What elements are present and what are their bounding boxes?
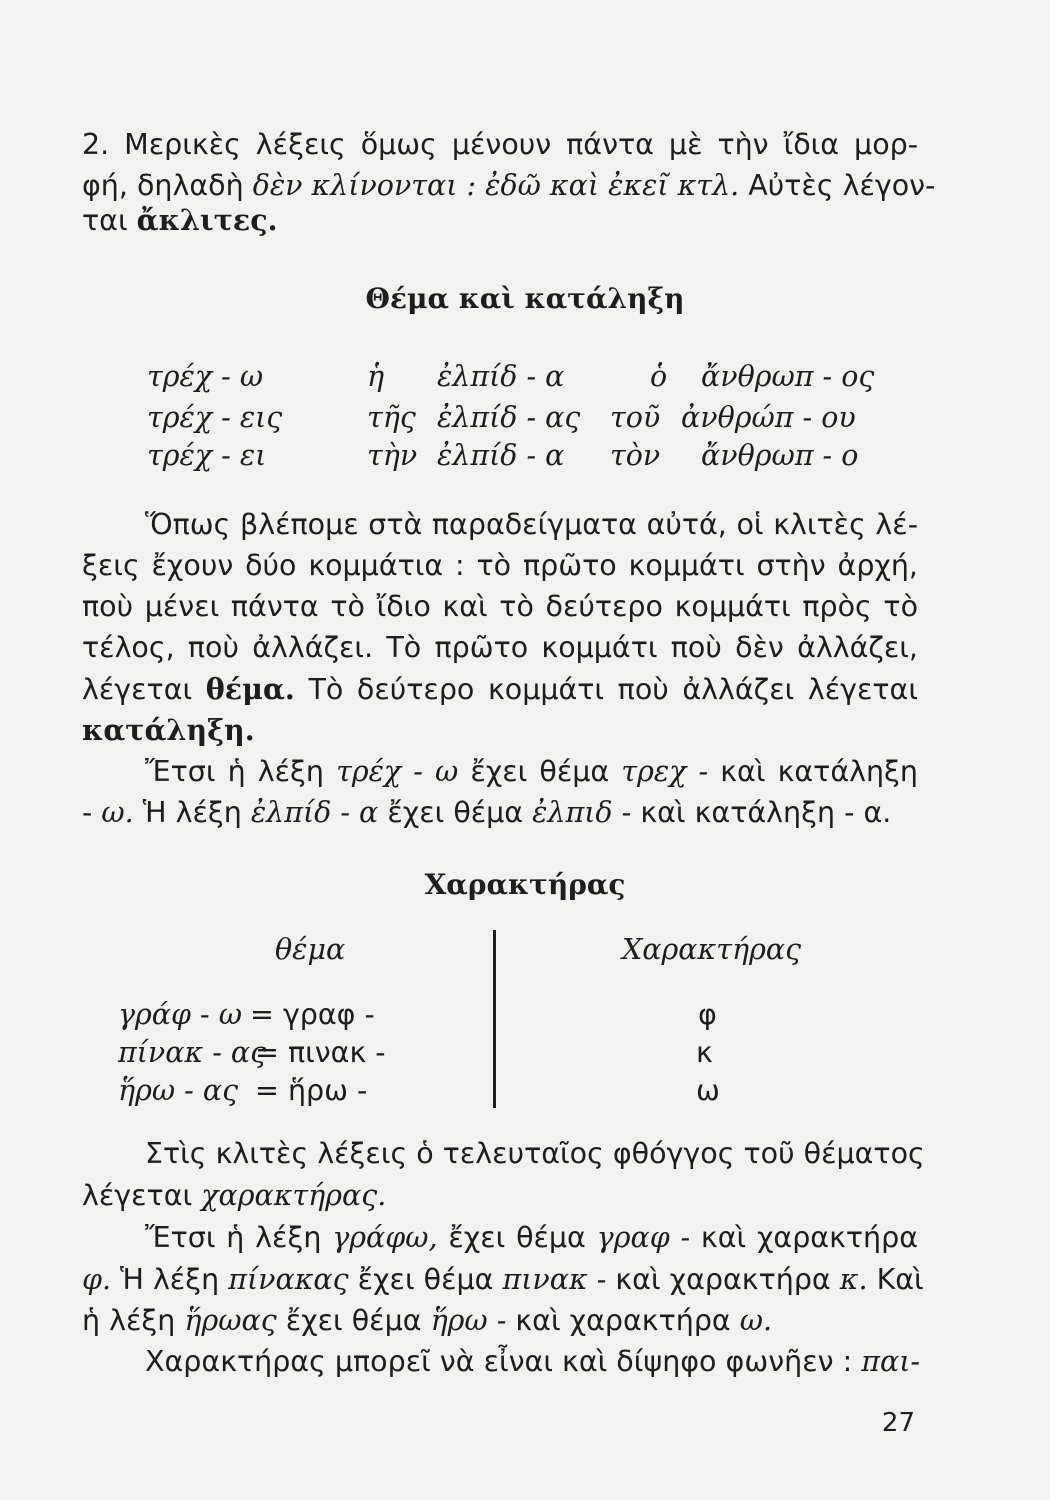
table-cell: ἐλπίδ - α — [437, 439, 565, 472]
paragraph-line: 2. Μερικὲς λέξεις ὅμως μένουν πάντα μὲ τὴν ἴδια μορ- — [82, 128, 918, 161]
paragraph-line: φ. Ἡ λέξη πίνακας ἔχει θέμα πινακ - καὶ χαρακτήρα κ. Καὶ — [82, 1263, 924, 1296]
table-cell: = ἥρω - — [255, 1074, 368, 1107]
table-cell: ἄνθρωπ - ος — [701, 360, 875, 393]
paragraph-line: ποὺ μένει πάντα τὸ ἴδιο καὶ τὸ δεύτερο κομμάτι πρὸς τὸ — [82, 590, 918, 623]
column-header: Χαρακτήρας — [622, 933, 802, 966]
column-header: θέμα — [275, 933, 346, 966]
table-cell: τρέχ - εις — [147, 401, 283, 434]
table-cell: τοῦ — [610, 401, 661, 434]
table-divider — [493, 930, 496, 1108]
paragraph-line: φή, δηλαδὴ δὲν κλίνονται : ἐδῶ καὶ ἐκεῖ κτλ. Αὐτὲς λέγον- — [82, 169, 936, 202]
paragraph-line: ξεις ἔχουν δύο κομμάτια : τὸ πρῶτο κομμάτι στὴν ἀρχή, — [82, 549, 918, 582]
table-cell: τρέχ - ει — [147, 439, 267, 472]
table-cell: ἐλπίδ - α — [437, 360, 565, 393]
table-cell: φ — [698, 998, 717, 1031]
section-heading: Θέμα καὶ κατάληξη — [365, 282, 685, 315]
paragraph-line: ται ἄκλιτες. — [82, 203, 278, 237]
paragraph-line: Χαρακτήρας μπορεῖ νὰ εἶναι καὶ δίψηφο φωνῆεν : παι- — [145, 1345, 921, 1378]
table-cell: ἀνθρώπ - ου — [681, 401, 856, 434]
table-cell: ὁ — [650, 360, 668, 393]
table-cell: τρέχ - ω — [147, 360, 264, 393]
section-heading: Χαρακτήρας — [424, 868, 626, 901]
term-akliti: ἄκλιτες. — [136, 203, 278, 237]
table-cell: τὴν — [367, 439, 418, 472]
table-cell: = γραφ - — [250, 998, 375, 1031]
paragraph-line — [82, 710, 918, 751]
paragraph-line: Ἔτσι ἡ λέξη τρέχ - ω ἔχει θέμα τρεχ - καὶ κατάληξη — [145, 755, 918, 788]
paragraph-line: λέγεται χαρακτήρας. — [82, 1179, 387, 1212]
table-cell: τῆς — [367, 401, 416, 434]
table-cell: ἐλπίδ - ας — [437, 401, 581, 434]
table-cell: ω — [696, 1074, 720, 1107]
table-cell: κ — [696, 1036, 713, 1069]
paragraph-line: ἡ λέξη ἥρωας ἔχει θέμα ἥρω - καὶ χαρακτήρα ω. — [82, 1304, 773, 1337]
table-cell: = πινακ - — [255, 1036, 386, 1069]
page-number: 27 — [881, 1408, 915, 1438]
table-cell: γράφ - ω — [118, 998, 242, 1031]
term-katalixi: κατάληξη. — [82, 713, 255, 747]
table-cell: ἥρω - ας — [118, 1074, 239, 1107]
table-cell: πίνακ - ας — [118, 1036, 267, 1069]
table-cell: τὸν — [610, 439, 661, 472]
paragraph-line: τέλος, ποὺ ἀλλάζει. Τὸ πρῶτο κομμάτι ποὺ δὲν ἀλλάζει, — [82, 631, 918, 664]
paragraph-line: Στὶς κλιτὲς λέξεις ὁ τελευταῖος φθόγγος τοῦ θέματος — [145, 1137, 925, 1170]
table-cell: ἡ — [367, 360, 385, 393]
paragraph-line: - ω. Ἡ λέξη ἐλπίδ - α ἔχει θέμα ἐλπιδ - καὶ κατάληξη - α. — [82, 796, 892, 829]
paragraph-line: Ὅπως βλέπομε στὰ παραδείγματα αὐτά, οἱ κλιτὲς λέ- — [145, 508, 918, 541]
table-cell: ἄνθρωπ - ο — [701, 439, 859, 472]
term-thema: θέμα. — [205, 672, 295, 706]
paragraph-line: Ἔτσι ἡ λέξη γράφω, ἔχει θέμα γραφ - καὶ χαρακτήρα — [145, 1221, 918, 1254]
paragraph-line: λέγεται θέμα. Τὸ δεύτερο κομμάτι ποὺ ἀλλάζει λέγεται — [82, 672, 918, 706]
